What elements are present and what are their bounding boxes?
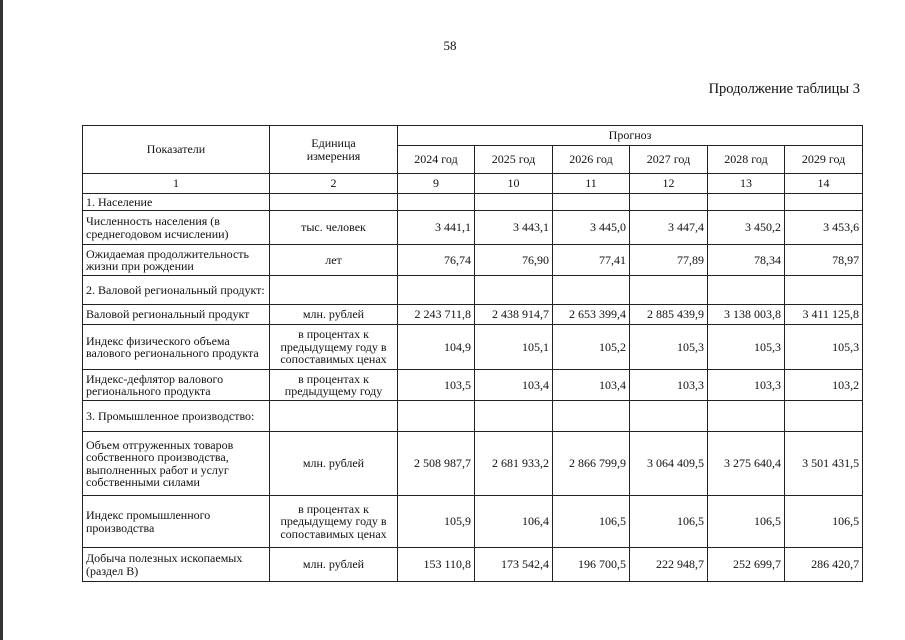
- header-row-1: [83, 126, 863, 146]
- header-year: 2025 год: [475, 146, 553, 174]
- value-cell: 105,1: [475, 325, 553, 370]
- table-row: [83, 548, 863, 582]
- indicator-name: Индекс физического объема валового регионального продукта: [83, 325, 270, 370]
- section-title: 1. Население: [83, 194, 270, 211]
- indicator-name: Валовой региональный продукт: [83, 305, 270, 325]
- value-cell: 78,97: [785, 245, 863, 276]
- section-row: [83, 194, 863, 211]
- column-number: 10: [475, 174, 553, 194]
- value-cell: 3 411 125,8: [785, 305, 863, 325]
- indicator-name: Объем отгруженных товаров собственного производства, выполненных работ и услуг собственными силами: [83, 432, 270, 496]
- empty-cell: [553, 194, 630, 211]
- value-cell: 2 885 439,9: [630, 305, 708, 325]
- value-cell: 2 438 914,7: [475, 305, 553, 325]
- value-cell: 3 453,6: [785, 211, 863, 245]
- unit-cell: в процентах к предыдущему году в сопоставимых ценах: [270, 325, 398, 370]
- value-cell: 105,2: [553, 325, 630, 370]
- table-row: [83, 325, 863, 370]
- value-cell: 153 110,8: [398, 548, 475, 582]
- empty-cell: [708, 276, 785, 305]
- value-cell: 3 445,0: [553, 211, 630, 245]
- empty-cell: [785, 276, 863, 305]
- empty-cell: [475, 276, 553, 305]
- value-cell: 2 508 987,7: [398, 432, 475, 496]
- value-cell: 77,89: [630, 245, 708, 276]
- unit-cell: в процентах к предыдущему году: [270, 370, 398, 401]
- header-year: 2027 год: [630, 146, 708, 174]
- empty-cell: [398, 401, 475, 432]
- value-cell: 173 542,4: [475, 548, 553, 582]
- value-cell: 2 243 711,8: [398, 305, 475, 325]
- table-row: [83, 432, 863, 496]
- indicator-name: Численность населения (в среднегодовом исчислении): [83, 211, 270, 245]
- value-cell: 76,74: [398, 245, 475, 276]
- value-cell: 2 653 399,4: [553, 305, 630, 325]
- value-cell: 77,41: [553, 245, 630, 276]
- table-row: [83, 211, 863, 245]
- unit-cell: млн. рублей: [270, 432, 398, 496]
- value-cell: 104,9: [398, 325, 475, 370]
- section-title: 2. Валовой региональный продукт:: [83, 276, 270, 305]
- column-number: 13: [708, 174, 785, 194]
- column-number: 2: [270, 174, 398, 194]
- value-cell: 286 420,7: [785, 548, 863, 582]
- column-number: 1: [83, 174, 270, 194]
- value-cell: 3 441,1: [398, 211, 475, 245]
- value-cell: 196 700,5: [553, 548, 630, 582]
- header-year: 2026 год: [553, 146, 630, 174]
- header-year: 2028 год: [708, 146, 785, 174]
- empty-cell: [785, 194, 863, 211]
- value-cell: 2 681 933,2: [475, 432, 553, 496]
- indicator-name: Добыча полезных ископаемых (раздел B): [83, 548, 270, 582]
- value-cell: 106,4: [475, 496, 553, 548]
- value-cell: 103,4: [553, 370, 630, 401]
- unit-cell: млн. рублей: [270, 305, 398, 325]
- empty-cell: [630, 194, 708, 211]
- empty-cell: [270, 276, 398, 305]
- column-number: 12: [630, 174, 708, 194]
- value-cell: 103,5: [398, 370, 475, 401]
- value-cell: 103,4: [475, 370, 553, 401]
- scan-edge: [0, 0, 3, 640]
- unit-cell: лет: [270, 245, 398, 276]
- value-cell: 105,3: [630, 325, 708, 370]
- value-cell: 3 443,1: [475, 211, 553, 245]
- indicator-name: Индекс-дефлятор валового регионального продукта: [83, 370, 270, 401]
- value-cell: 103,3: [630, 370, 708, 401]
- empty-cell: [630, 276, 708, 305]
- section-title: 3. Промышленное производство:: [83, 401, 270, 432]
- value-cell: 2 866 799,9: [553, 432, 630, 496]
- header-year: 2029 год: [785, 146, 863, 174]
- value-cell: 106,5: [630, 496, 708, 548]
- value-cell: 105,9: [398, 496, 475, 548]
- value-cell: 78,34: [708, 245, 785, 276]
- empty-cell: [475, 194, 553, 211]
- column-number: 14: [785, 174, 863, 194]
- value-cell: 3 138 003,8: [708, 305, 785, 325]
- value-cell: 106,5: [708, 496, 785, 548]
- value-cell: 3 501 431,5: [785, 432, 863, 496]
- value-cell: 76,90: [475, 245, 553, 276]
- empty-cell: [785, 401, 863, 432]
- value-cell: 222 948,7: [630, 548, 708, 582]
- section-row: [83, 401, 863, 432]
- empty-cell: [708, 194, 785, 211]
- table-row: [83, 305, 863, 325]
- empty-cell: [553, 276, 630, 305]
- column-number: 9: [398, 174, 475, 194]
- empty-cell: [270, 194, 398, 211]
- value-cell: 105,3: [785, 325, 863, 370]
- header-unit: Единица измерения: [270, 126, 398, 174]
- unit-cell: в процентах к предыдущему году в сопоставимых ценах: [270, 496, 398, 548]
- value-cell: 106,5: [785, 496, 863, 548]
- header-row-column-numbers: [83, 174, 863, 194]
- value-cell: 3 450,2: [708, 211, 785, 245]
- table-row: [83, 370, 863, 401]
- header-year: 2024 год: [398, 146, 475, 174]
- page-number: 58: [443, 38, 457, 53]
- value-cell: 105,3: [708, 325, 785, 370]
- header-indicator: Показатели: [83, 126, 270, 174]
- table-row: [83, 245, 863, 276]
- indicator-name: Ожидаемая продолжительность жизни при рождении: [83, 245, 270, 276]
- table-continuation-label: Продолжение таблицы 3: [708, 81, 860, 97]
- table-row: [83, 496, 863, 548]
- empty-cell: [398, 194, 475, 211]
- forecast-table: [82, 125, 863, 582]
- empty-cell: [270, 401, 398, 432]
- value-cell: 3 447,4: [630, 211, 708, 245]
- section-row: [83, 276, 863, 305]
- unit-cell: тыс. человек: [270, 211, 398, 245]
- empty-cell: [398, 276, 475, 305]
- header-forecast: Прогноз: [398, 126, 863, 146]
- value-cell: 252 699,7: [708, 548, 785, 582]
- value-cell: 103,2: [785, 370, 863, 401]
- column-number: 11: [553, 174, 630, 194]
- value-cell: 106,5: [553, 496, 630, 548]
- value-cell: 103,3: [708, 370, 785, 401]
- value-cell: 3 064 409,5: [630, 432, 708, 496]
- value-cell: 3 275 640,4: [708, 432, 785, 496]
- empty-cell: [475, 401, 553, 432]
- unit-cell: млн. рублей: [270, 548, 398, 582]
- empty-cell: [553, 401, 630, 432]
- empty-cell: [630, 401, 708, 432]
- indicator-name: Индекс промышленного производства: [83, 496, 270, 548]
- empty-cell: [708, 401, 785, 432]
